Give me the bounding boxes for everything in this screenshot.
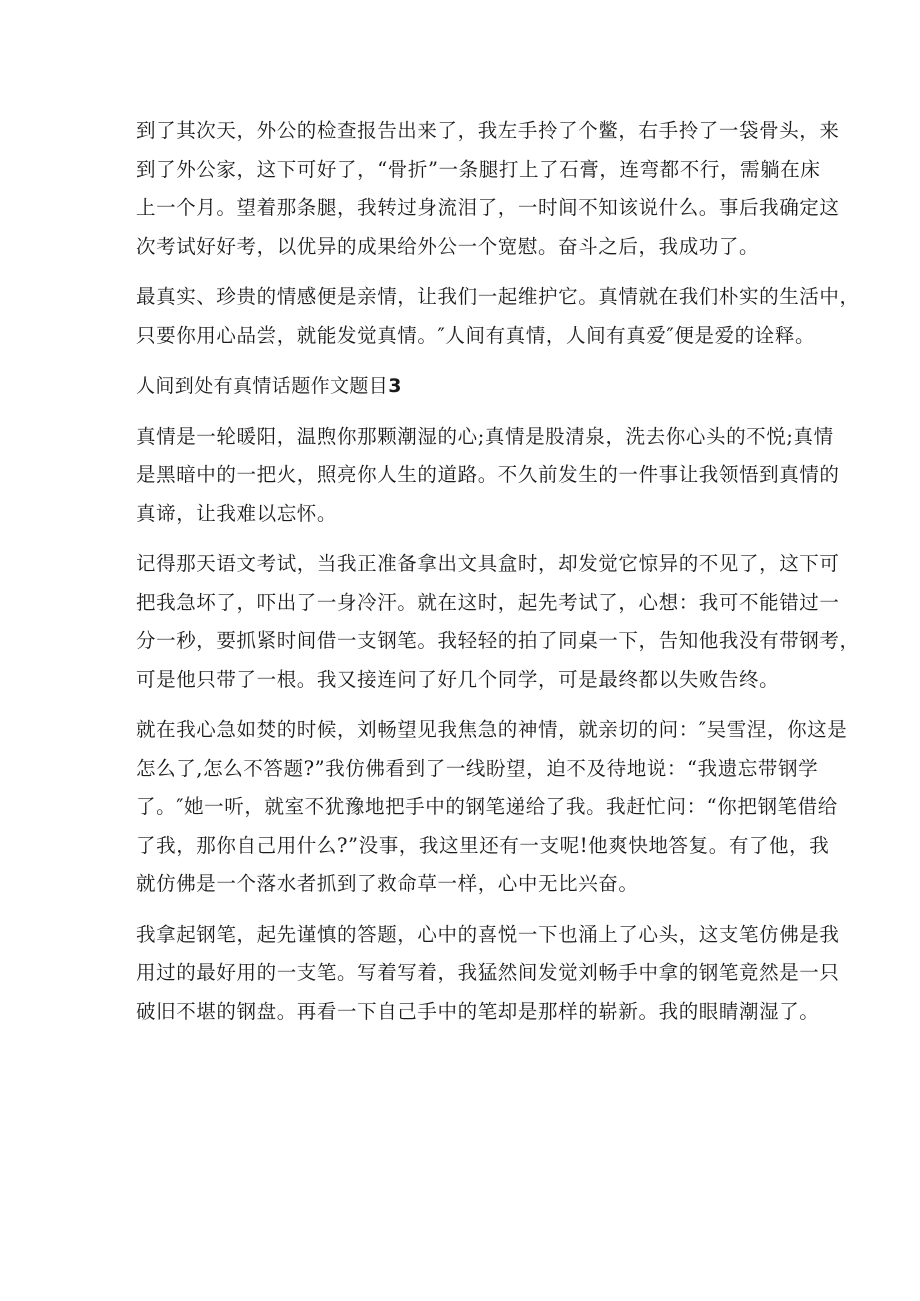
text-line: 次考试好好考，以优异的成果给外公一个宽慰。奋斗之后，我成功了。 [136,234,760,258]
text-line: 真情是一轮暖阳，温煦你那颗潮湿的心;真情是股清泉，洗去你心头的不悦;真情 [136,424,834,448]
paragraph [136,545,860,699]
text-line: 最真实、珍贵的情感便是亲情，让我们一起维护它。真情就在我们朴实的生活中， [136,285,860,308]
heading-number: 3 [388,375,402,397]
text-line: 可是他只带了一根。我又接连问了好几个同学，可是最终都以失败告终。 [136,667,780,691]
text-line: 用过的最好用的一支笔。写着写着，我猛然间发觉刘畅手中拿的钢笔竟然是一只 [136,961,840,984]
text-line: 只要你用心品尝，就能发觉真情。″人间有真情，人间有真爱″便是爱的诠释。 [136,323,816,347]
text-line: 到了其次天，外公的检查报告出来了，我左手拎了个鳖，右手拎了一袋骨头，来 [136,119,840,142]
text-line: 就仿佛是一个落水者抓到了救命草一样，心中无比兴奋。 [136,872,639,895]
text-line: 记得那天语文考试，当我正准备拿出文具盒时，却发觉它惊异的不见了，这下可 [136,552,840,575]
text-line: 了我，那你自己用什么?”没事，我这里还有一支呢!他爽快地答复。有了他，我 [136,833,830,857]
text-line: 上一个月。望着那条腿，我转过身流泪了，一时间不知该说什么。事后我确定这 [136,196,840,219]
text-line: 把我急坏了，吓出了一身冷汗。就在这时，起先考试了，心想：我可不能错过一 [136,590,840,614]
text-line: 了。″她一听，就室不犹豫地把手中的钢笔递给了我。我赶忙问：“你把钢笔借给 [136,795,838,818]
text-line: 到了外公家，这下可好了，“骨折”一条腿打上了石膏，连弯都不行，需躺在床 [136,157,821,181]
text-line: 破旧不堪的钢盘。再看一下自己手中的笔却是那样的崭新。我的眼睛潮湿了。 [136,999,820,1023]
text-line: 真谛，让我难以忘怀。 [136,501,338,525]
paragraph [136,711,848,904]
document-body [136,112,860,1043]
text-line: 分一秒，要抓紧时间借一支钢笔。我轻轻的拍了同桌一下，告知他我没有带钢考， [136,629,860,652]
paragraph [136,916,840,1032]
text-line: 我拿起钢笔，起先谨慎的答题，心中的喜悦一下也涌上了心头，这支笔仿佛是我 [136,922,840,946]
text-line: 就在我心急如焚的时候，刘畅望见我焦急的神情，就亲切的问：″吴雪涅，你这是 [136,718,848,741]
text-line: 是黑暗中的一把火，照亮你人生的道路。不久前发生的一件事让我领悟到真情的 [136,463,840,486]
section-heading [136,367,796,406]
text-line: 怎么了,怎么不答题?”我仿佛看到了一线盼望，迫不及待地说：“我遗忘带钢学 [136,756,819,780]
paragraph [136,112,840,266]
paragraph [136,278,860,355]
paragraph [136,418,840,534]
heading-text: 人间到处有真情话题作文题目 [136,375,389,397]
